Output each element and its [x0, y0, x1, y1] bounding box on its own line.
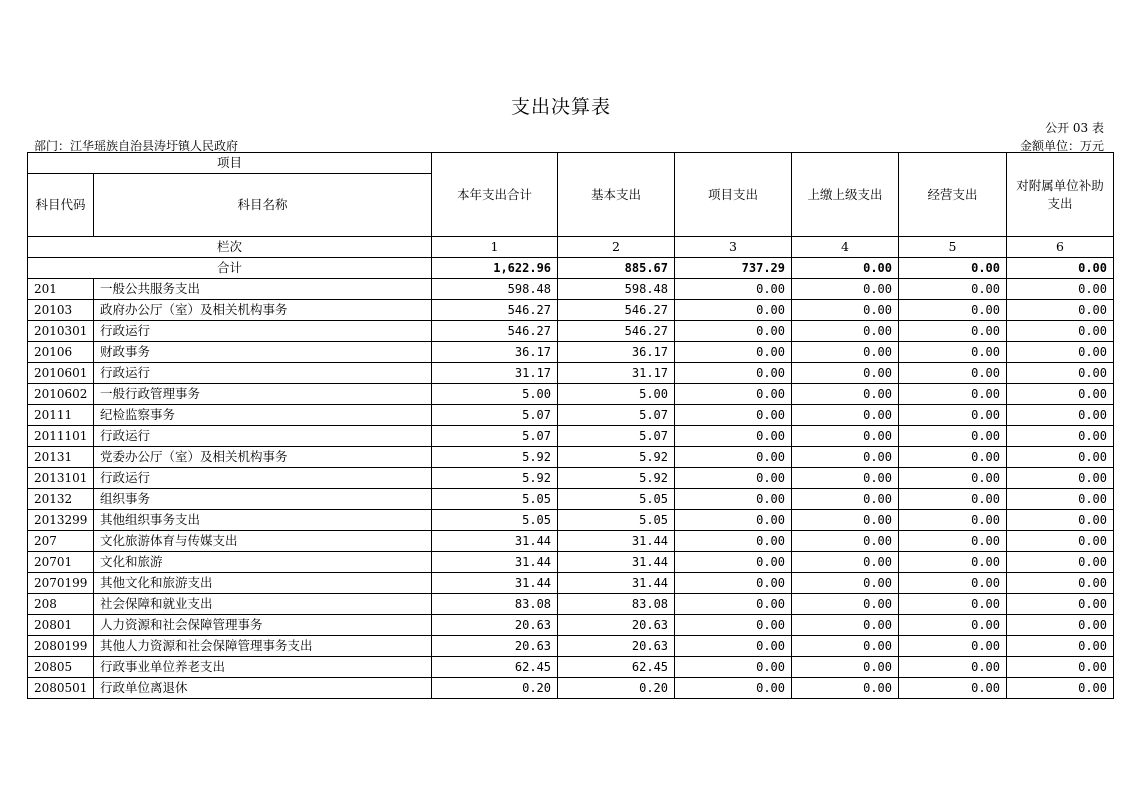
table-row	[28, 300, 1114, 321]
subject-name: 纪检监察事务	[94, 405, 432, 426]
amount-cell: 0.00	[1007, 552, 1114, 573]
amount-cell: 31.44	[558, 573, 675, 594]
table-row	[28, 594, 1114, 615]
amount-cell: 0.00	[1007, 489, 1114, 510]
subject-name: 行政运行	[94, 363, 432, 384]
amount-cell: 0.00	[792, 279, 899, 300]
subject-code: 20801	[28, 615, 94, 636]
amount-cell: 0.00	[899, 363, 1007, 384]
amount-cell: 546.27	[432, 321, 558, 342]
amount-cell: 0.00	[675, 573, 792, 594]
expenditure-table	[27, 152, 1114, 699]
amount-cell: 31.44	[432, 531, 558, 552]
subject-code: 2010301	[28, 321, 94, 342]
table-row	[28, 426, 1114, 447]
amount-cell: 0.00	[1007, 573, 1114, 594]
amount-cell: 0.00	[675, 342, 792, 363]
subject-code: 2080501	[28, 678, 94, 699]
subject-name: 一般公共服务支出	[94, 279, 432, 300]
total-value: 0.00	[1007, 258, 1114, 279]
amount-cell: 0.00	[1007, 510, 1114, 531]
amount-cell: 0.00	[675, 636, 792, 657]
subject-name: 党委办公厅（室）及相关机构事务	[94, 447, 432, 468]
amount-cell: 0.00	[792, 489, 899, 510]
amount-cell: 0.20	[558, 678, 675, 699]
amount-cell: 0.00	[792, 363, 899, 384]
amount-cell: 83.08	[432, 594, 558, 615]
amount-cell: 0.00	[792, 384, 899, 405]
subject-code: 20701	[28, 552, 94, 573]
amount-cell: 0.00	[792, 342, 899, 363]
total-label: 合计	[28, 258, 432, 279]
amount-cell: 0.00	[1007, 405, 1114, 426]
subject-name: 政府办公厅（室）及相关机构事务	[94, 300, 432, 321]
amount-cell: 5.05	[558, 489, 675, 510]
amount-cell: 0.00	[899, 279, 1007, 300]
seq-3: 3	[675, 237, 792, 258]
amount-cell: 0.00	[792, 573, 899, 594]
amount-cell: 0.00	[899, 447, 1007, 468]
subject-name: 其他组织事务支出	[94, 510, 432, 531]
amount-cell: 0.00	[792, 321, 899, 342]
subject-code: 2011101	[28, 426, 94, 447]
total-value: 0.00	[792, 258, 899, 279]
amount-cell: 0.00	[1007, 447, 1114, 468]
amount-cell: 0.00	[675, 657, 792, 678]
amount-cell: 5.05	[558, 510, 675, 531]
seq-4: 4	[792, 237, 899, 258]
subject-code: 2010602	[28, 384, 94, 405]
table-row	[28, 489, 1114, 510]
amount-cell: 5.92	[432, 447, 558, 468]
subject-code: 2013101	[28, 468, 94, 489]
amount-cell: 5.05	[432, 489, 558, 510]
subject-name: 组织事务	[94, 489, 432, 510]
total-value: 885.67	[558, 258, 675, 279]
amount-cell: 0.00	[675, 594, 792, 615]
department-label: 部门：江华瑶族自治县涛圩镇人民政府	[34, 139, 239, 153]
form-number: 公开 03 表	[1045, 121, 1104, 135]
amount-cell: 5.00	[558, 384, 675, 405]
amount-cell: 0.00	[899, 678, 1007, 699]
amount-cell: 0.00	[675, 531, 792, 552]
amount-cell: 0.00	[675, 468, 792, 489]
amount-cell: 0.00	[792, 510, 899, 531]
header-col-6: 对附属单位补助支出	[1007, 153, 1114, 237]
amount-cell: 0.00	[675, 405, 792, 426]
amount-cell: 0.00	[792, 657, 899, 678]
amount-cell: 20.63	[432, 615, 558, 636]
amount-cell: 0.00	[792, 636, 899, 657]
amount-cell: 0.00	[899, 615, 1007, 636]
total-row	[28, 258, 1114, 279]
amount-cell: 0.00	[675, 279, 792, 300]
seq-5: 5	[899, 237, 1007, 258]
amount-cell: 31.44	[558, 531, 675, 552]
amount-cell: 5.05	[432, 510, 558, 531]
amount-cell: 0.00	[792, 615, 899, 636]
subject-code: 201	[28, 279, 94, 300]
header-row-seq	[28, 237, 1114, 258]
subject-code: 20106	[28, 342, 94, 363]
amount-cell: 0.00	[899, 594, 1007, 615]
amount-cell: 0.00	[675, 678, 792, 699]
amount-cell: 0.00	[1007, 300, 1114, 321]
subject-name: 其他文化和旅游支出	[94, 573, 432, 594]
amount-cell: 0.00	[899, 636, 1007, 657]
seq-6: 6	[1007, 237, 1114, 258]
amount-cell: 0.00	[899, 321, 1007, 342]
amount-cell: 0.00	[675, 300, 792, 321]
amount-cell: 31.44	[432, 552, 558, 573]
amount-cell: 0.00	[1007, 384, 1114, 405]
subject-code: 2013299	[28, 510, 94, 531]
amount-cell: 0.00	[675, 363, 792, 384]
table-row	[28, 510, 1114, 531]
subject-name: 行政运行	[94, 426, 432, 447]
amount-cell: 62.45	[558, 657, 675, 678]
amount-cell: 0.00	[675, 321, 792, 342]
amount-cell: 0.00	[899, 300, 1007, 321]
seq-2: 2	[558, 237, 675, 258]
header-col-3: 项目支出	[675, 153, 792, 237]
amount-cell: 0.00	[899, 489, 1007, 510]
amount-cell: 0.00	[1007, 615, 1114, 636]
header-col-5: 经营支出	[899, 153, 1007, 237]
table-row	[28, 447, 1114, 468]
table-row	[28, 384, 1114, 405]
amount-cell: 5.07	[558, 405, 675, 426]
amount-cell: 0.00	[1007, 342, 1114, 363]
amount-cell: 5.92	[432, 468, 558, 489]
amount-cell: 0.00	[1007, 363, 1114, 384]
amount-cell: 0.00	[675, 552, 792, 573]
table-row	[28, 363, 1114, 384]
table-row	[28, 468, 1114, 489]
table-row	[28, 657, 1114, 678]
amount-cell: 598.48	[432, 279, 558, 300]
amount-cell: 0.00	[792, 405, 899, 426]
amount-cell: 546.27	[558, 300, 675, 321]
amount-cell: 0.00	[899, 510, 1007, 531]
seq-1: 1	[432, 237, 558, 258]
subject-code: 20805	[28, 657, 94, 678]
amount-cell: 0.00	[792, 531, 899, 552]
amount-cell: 0.00	[899, 657, 1007, 678]
table-row	[28, 678, 1114, 699]
subject-code: 2010601	[28, 363, 94, 384]
table-row	[28, 405, 1114, 426]
amount-unit-label: 金额单位：万元	[1019, 139, 1104, 153]
amount-cell: 31.17	[558, 363, 675, 384]
header-item: 项目	[28, 153, 432, 174]
header-col-1: 本年支出合计	[432, 153, 558, 237]
amount-cell: 0.00	[792, 300, 899, 321]
amount-cell: 0.00	[899, 342, 1007, 363]
subject-code: 2080199	[28, 636, 94, 657]
amount-cell: 0.00	[792, 552, 899, 573]
amount-cell: 0.00	[675, 510, 792, 531]
subject-code: 20132	[28, 489, 94, 510]
amount-cell: 0.00	[899, 573, 1007, 594]
amount-cell: 0.00	[1007, 426, 1114, 447]
amount-cell: 20.63	[558, 615, 675, 636]
subject-code: 208	[28, 594, 94, 615]
amount-cell: 0.00	[792, 468, 899, 489]
subject-name: 社会保障和就业支出	[94, 594, 432, 615]
amount-cell: 83.08	[558, 594, 675, 615]
subject-code: 20131	[28, 447, 94, 468]
amount-cell: 546.27	[432, 300, 558, 321]
amount-cell: 0.00	[1007, 531, 1114, 552]
amount-cell: 0.00	[792, 426, 899, 447]
seq-label: 栏次	[28, 237, 432, 258]
total-value: 1,622.96	[432, 258, 558, 279]
subject-name: 一般行政管理事务	[94, 384, 432, 405]
amount-cell: 0.00	[899, 468, 1007, 489]
table-row	[28, 279, 1114, 300]
subject-code: 20111	[28, 405, 94, 426]
amount-cell: 0.00	[1007, 678, 1114, 699]
amount-cell: 0.00	[792, 447, 899, 468]
amount-cell: 0.00	[899, 552, 1007, 573]
header-row-item	[28, 153, 1114, 174]
amount-cell: 0.00	[1007, 594, 1114, 615]
amount-cell: 0.00	[675, 489, 792, 510]
amount-cell: 0.00	[792, 594, 899, 615]
amount-cell: 20.63	[432, 636, 558, 657]
amount-cell: 0.00	[1007, 468, 1114, 489]
subject-name: 其他人力资源和社会保障管理事务支出	[94, 636, 432, 657]
amount-cell: 0.00	[675, 615, 792, 636]
amount-cell: 31.44	[432, 573, 558, 594]
amount-cell: 5.07	[432, 426, 558, 447]
amount-cell: 0.00	[1007, 657, 1114, 678]
subject-name: 行政运行	[94, 468, 432, 489]
amount-cell: 0.00	[1007, 321, 1114, 342]
subject-name: 行政运行	[94, 321, 432, 342]
amount-cell: 0.00	[899, 426, 1007, 447]
amount-cell: 5.00	[432, 384, 558, 405]
amount-cell: 0.00	[899, 384, 1007, 405]
table-row	[28, 636, 1114, 657]
subject-name: 行政事业单位养老支出	[94, 657, 432, 678]
amount-cell: 62.45	[432, 657, 558, 678]
subject-name: 行政单位离退休	[94, 678, 432, 699]
table-row	[28, 615, 1114, 636]
total-value: 0.00	[899, 258, 1007, 279]
subject-code: 20103	[28, 300, 94, 321]
subject-name: 人力资源和社会保障管理事务	[94, 615, 432, 636]
amount-cell: 0.00	[899, 531, 1007, 552]
table-row	[28, 531, 1114, 552]
amount-cell: 31.17	[432, 363, 558, 384]
amount-cell: 0.00	[675, 447, 792, 468]
amount-cell: 20.63	[558, 636, 675, 657]
amount-cell: 5.92	[558, 447, 675, 468]
table-row	[28, 552, 1114, 573]
subject-name: 财政事务	[94, 342, 432, 363]
amount-cell: 36.17	[558, 342, 675, 363]
subject-name: 文化旅游体育与传媒支出	[94, 531, 432, 552]
header-col-2: 基本支出	[558, 153, 675, 237]
amount-cell: 0.00	[1007, 279, 1114, 300]
table-row	[28, 342, 1114, 363]
header-code: 科目代码	[28, 174, 94, 237]
amount-cell: 31.44	[558, 552, 675, 573]
table-row	[28, 573, 1114, 594]
amount-cell: 5.92	[558, 468, 675, 489]
amount-cell: 5.07	[558, 426, 675, 447]
header-name: 科目名称	[94, 174, 432, 237]
amount-cell: 0.00	[675, 384, 792, 405]
table-row	[28, 321, 1114, 342]
amount-cell: 5.07	[432, 405, 558, 426]
amount-cell: 36.17	[432, 342, 558, 363]
subject-code: 207	[28, 531, 94, 552]
header-col-4: 上缴上级支出	[792, 153, 899, 237]
page-title: 支出决算表	[510, 96, 611, 118]
amount-cell: 0.20	[432, 678, 558, 699]
subject-name: 文化和旅游	[94, 552, 432, 573]
amount-cell: 0.00	[792, 678, 899, 699]
amount-cell: 546.27	[558, 321, 675, 342]
amount-cell: 0.00	[1007, 636, 1114, 657]
amount-cell: 0.00	[675, 426, 792, 447]
subject-code: 2070199	[28, 573, 94, 594]
amount-cell: 598.48	[558, 279, 675, 300]
amount-cell: 0.00	[899, 405, 1007, 426]
total-value: 737.29	[675, 258, 792, 279]
